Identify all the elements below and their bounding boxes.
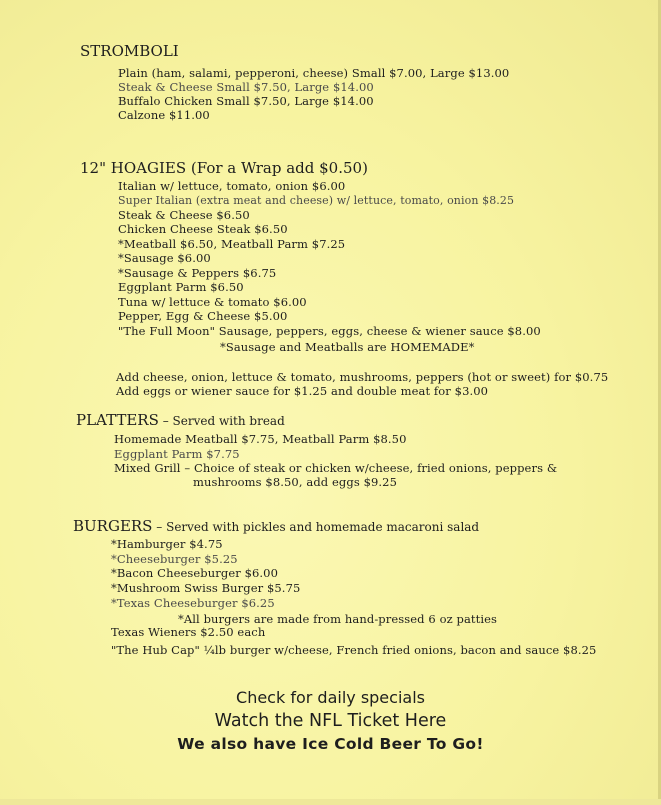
hoagies-heading: 12" HOAGIES (For a Wrap add $0.50) [80, 159, 368, 177]
hoagies-addon: Add cheese, onion, lettuce & tomato, mushrooms, peppers (hot or sweet) for $0.75 [116, 370, 609, 384]
stromboli-heading: STROMBOLI [80, 42, 179, 60]
hoagie-item: Tuna w/ lettuce & tomato $6.00 [118, 295, 307, 309]
burger-item: *Bacon Cheeseburger $6.00 [111, 566, 279, 580]
stromboli-item: Plain (ham, salami, pepperoni, cheese) Small $7.00, Large $13.00 [118, 66, 510, 80]
hoagie-item: "The Full Moon" Sausage, peppers, eggs, cheese & wiener sauce $8.00 [118, 324, 541, 338]
burgers-subtitle: – Served with pickles and homemade macaroni salad [152, 520, 480, 534]
hoagie-item: *Sausage $6.00 [118, 251, 211, 265]
page-bottom-edge [0, 799, 661, 805]
burgers-note: *All burgers are made from hand-pressed 6 oz patties [178, 612, 498, 626]
platter-item: Mixed Grill – Choice of steak or chicken w/cheese, fried onions, peppers & [114, 461, 558, 475]
burger-extra: Texas Wieners $2.50 each [111, 625, 266, 639]
burger-item: *Hamburger $4.75 [111, 537, 223, 551]
hoagie-item: Super Italian (extra meat and cheese) w/ lettuce, tomato, onion $8.25 [118, 194, 515, 207]
burger-extra: "The Hub Cap" ¼lb burger w/cheese, French fried onions, bacon and sauce $8.25 [111, 643, 597, 657]
burger-item: *Texas Cheeseburger $6.25 [111, 596, 275, 610]
platters-heading: PLATTERS – Served with bread [76, 411, 285, 429]
burger-item: *Cheeseburger $5.25 [111, 552, 238, 566]
hoagies-note: *Sausage and Meatballs are HOMEMADE* [220, 340, 475, 354]
platter-item: Homemade Meatball $7.75, Meatball Parm $8.50 [114, 432, 407, 446]
hoagie-item: *Sausage & Peppers $6.75 [118, 266, 277, 280]
hoagie-item: Italian w/ lettuce, tomato, onion $6.00 [118, 179, 346, 193]
hoagies-addon: Add eggs or wiener sauce for $1.25 and double meat for $3.00 [116, 384, 489, 398]
nfl-ticket-line: Watch the NFL Ticket Here [214, 711, 447, 731]
hoagie-item: Steak & Cheese $6.50 [118, 208, 250, 222]
stromboli-item: Steak & Cheese Small $7.50, Large $14.00 [118, 80, 374, 94]
burgers-heading: BURGERS – Served with pickles and homemade macaroni salad [73, 517, 480, 535]
stromboli-item: Buffalo Chicken Small $7.50, Large $14.00 [118, 94, 374, 108]
platter-item: mushrooms $8.50, add eggs $9.25 [193, 475, 398, 489]
hoagie-item: Chicken Cheese Steak $6.50 [118, 222, 288, 236]
beer-to-go-line: We also have Ice Cold Beer To Go! [177, 735, 484, 753]
platters-subtitle: – Served with bread [158, 414, 285, 428]
stromboli-item: Calzone $11.00 [118, 108, 210, 122]
daily-specials-line: Check for daily specials [236, 688, 425, 707]
platter-item: Eggplant Parm $7.75 [114, 447, 240, 461]
hoagies-subtitle: (For a Wrap add $0.50) [186, 159, 368, 177]
hoagie-item: Pepper, Egg & Cheese $5.00 [118, 309, 288, 323]
burger-item: *Mushroom Swiss Burger $5.75 [111, 581, 301, 595]
hoagie-item: *Meatball $6.50, Meatball Parm $7.25 [118, 237, 346, 251]
hoagie-item: Eggplant Parm $6.50 [118, 280, 244, 294]
